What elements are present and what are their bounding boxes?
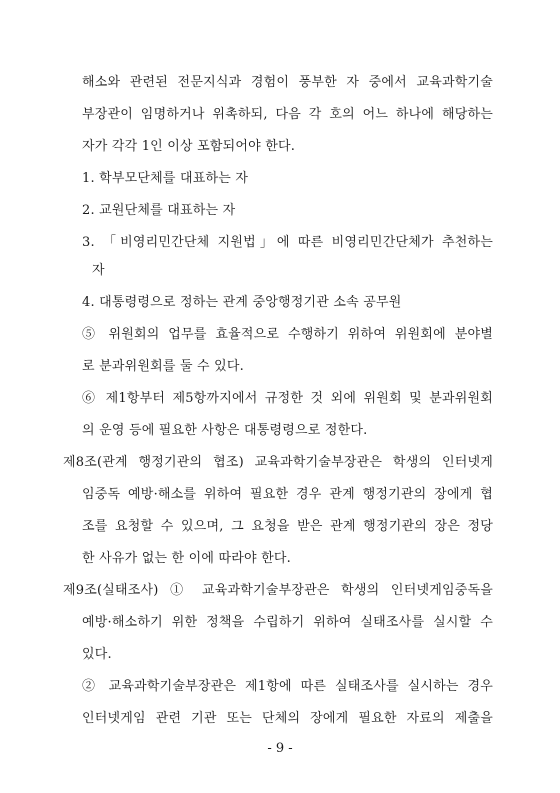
list-item-2: 2. 교원단체를 대표하는 자 [82,203,236,218]
article-8-line: 조를 요청할 수 있으며, 그 요청을 받은 관계 행정기관의 장은 정당 [82,519,493,534]
body-line: 자가 각각 1인 이상 포함되어야 한다. [82,139,296,154]
paragraph-5-continuation: 로 분과위원회를 둘 수 있다. [82,359,244,374]
article-8-heading: 제8조(관계 행정기관의 협조) 교육과학기술부장관은 학생의 인터넷게 [63,455,493,470]
list-item-1: 1. 학부모단체를 대표하는 자 [82,171,249,186]
list-item-3: 3. 「비영리민간단체 지원법」에 따른 비영리민간단체가 추천하는 [82,235,493,250]
body-line: 해소와 관련된 전문지식과 경험이 풍부한 자 중에서 교육과학기술 [82,75,493,90]
article-8-line: 한 사유가 없는 한 이에 따라야 한다. [82,551,291,566]
paragraph-5: ⑤ 위원회의 업무를 효율적으로 수행하기 위하여 위원회에 분야별 [82,327,493,342]
article-9-line: 있다. [82,647,112,662]
list-item-3-continuation: 자 [92,263,105,278]
list-item-4: 4. 대통령령으로 정하는 관계 중앙행정기관 소속 공무원 [82,295,402,310]
body-line: 부장관이 임명하거나 위촉하되, 다음 각 호의 어느 하나에 해당하는 [82,107,493,122]
article-8-line: 임중독 예방·해소를 위하여 필요한 경우 관계 행정기관의 장에게 협 [82,487,493,502]
page-number: - 9 - [267,741,293,756]
article-9-heading: 제9조(실태조사) ① 교육과학기술부장관은 학생의 인터넷게임중독을 [63,583,493,598]
article-9-paragraph-2-line: 인터넷게임 관련 기관 또는 단체의 장에게 필요한 자료의 제출을 [82,711,493,726]
article-9-line: 예방·해소하기 위한 정책을 수립하기 위하여 실태조사를 실시할 수 [82,615,493,630]
paragraph-6-continuation: 의 운영 등에 필요한 사항은 대통령령으로 정한다. [82,423,368,438]
article-9-paragraph-2: ② 교육과학기술부장관은 제1항에 따른 실태조사를 실시하는 경우 [82,679,493,694]
paragraph-6: ⑥ 제1항부터 제5항까지에서 규정한 것 외에 위원회 및 분과위원회 [82,391,493,406]
